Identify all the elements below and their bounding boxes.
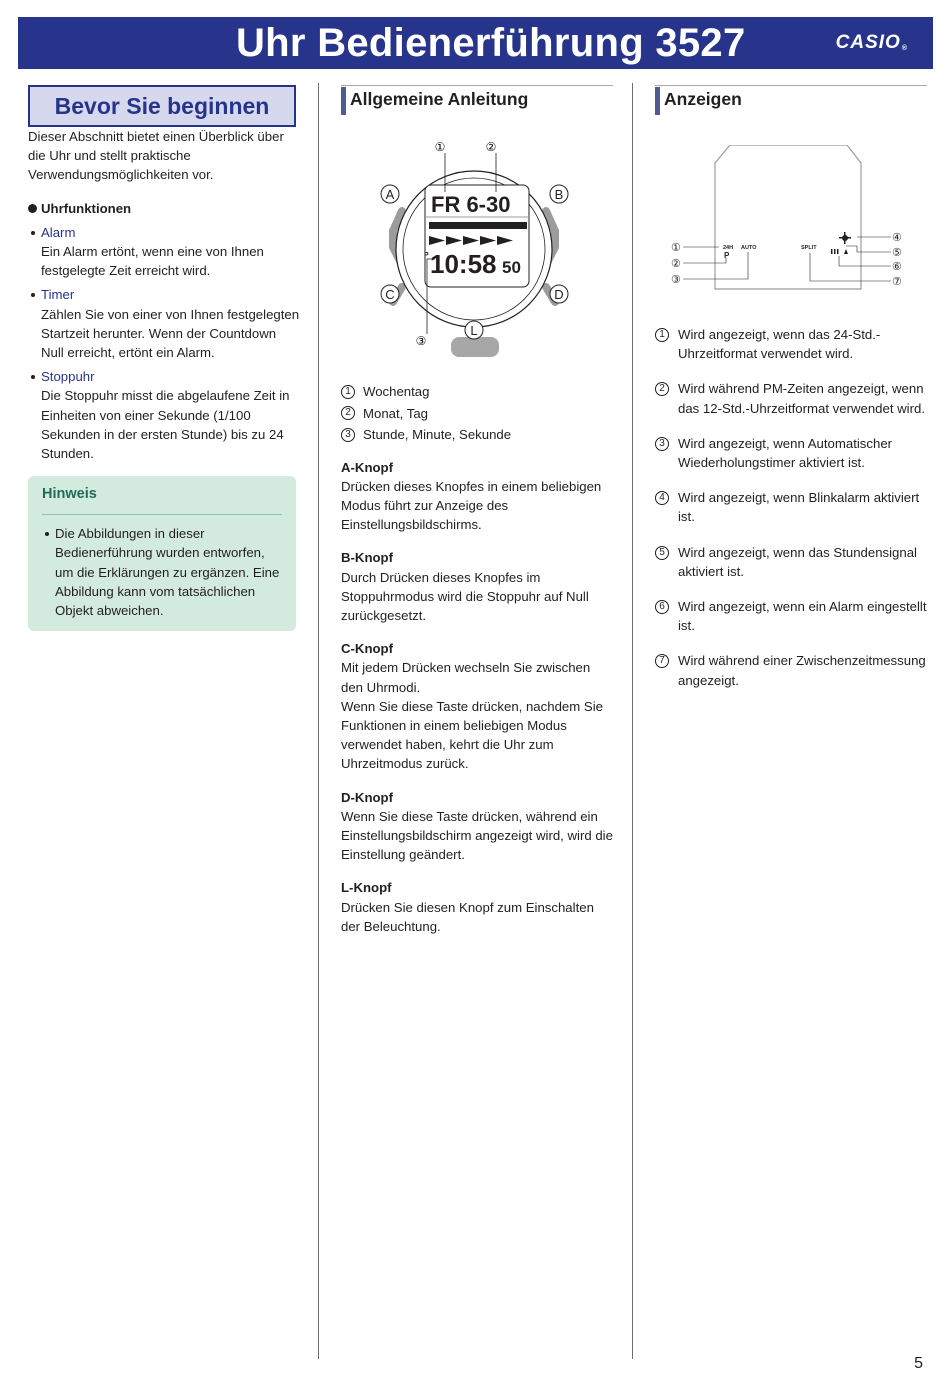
button-d-text: Wenn Sie diese Taste drücken, während ein Einstellungsbildschirm angezeigt wird, wird die Einstellung geändert. — [341, 808, 613, 863]
page-number: 5 — [914, 1355, 923, 1372]
button-a-label: A — [385, 187, 395, 202]
function-timer-link[interactable]: Timer — [28, 285, 300, 304]
svg-text:AUTO: AUTO — [741, 245, 757, 251]
svg-text:④: ④ — [892, 232, 902, 244]
function-stopwatch-link[interactable]: Stoppuhr — [28, 367, 300, 386]
watch-functions-heading: Uhrfunktionen — [28, 199, 300, 218]
button-l-label: L — [470, 323, 478, 338]
button-b-label: B — [554, 187, 564, 202]
svg-text:⑤: ⑤ — [892, 247, 902, 259]
bullet-icon — [45, 532, 49, 536]
indicator-item: 2 Wird während PM-Zeiten angezeigt, wenn das 12-Std.-Uhrzeitformat verwendet wird. — [655, 379, 927, 417]
indicator-item: 1 Wird angezeigt, wenn das 24-Std.-Uhrzeitformat verwendet wird. — [655, 325, 927, 363]
indicator-list — [655, 325, 927, 690]
display-seconds: 50 — [502, 258, 521, 277]
svg-text:②: ② — [485, 140, 497, 154]
indicator-item: 4 Wird angezeigt, wenn Blinkalarm aktiviert ist. — [655, 488, 927, 526]
bullet-icon — [31, 231, 35, 235]
svg-text:P: P — [424, 252, 429, 259]
indicator-item: 7 Wird während einer Zwischenzeitmessung angezeigt. — [655, 651, 927, 689]
watch-front-diagram — [341, 137, 613, 375]
function-timer-desc: Zählen Sie von einer von Ihnen festgelegten Startzeit herunter. Wenn der Countdown Null erreicht, ertönt ein Alarm. — [41, 306, 300, 361]
header-banner — [18, 17, 933, 69]
legend-item: 2 Monat, Tag — [341, 403, 613, 425]
display-date: FR 6-30 — [431, 192, 511, 217]
svg-text:24H: 24H — [723, 245, 734, 251]
column-divider-1 — [318, 83, 319, 1359]
bullet-icon — [31, 375, 35, 379]
svg-text:③: ③ — [671, 274, 681, 286]
hint-text: Die Abbildungen in dieser Bedienerführung wurden entworfen, um die Erklärungen zu ergänzen. Eine Abbildung kann vom tatsächlichen Objekt abweichen. — [42, 524, 282, 620]
button-b-text: Durch Drücken dieses Knopfes im Stoppuhrmodus wird die Stoppuhr auf Null zurückgesetzt. — [341, 569, 589, 623]
column-before-you-start — [28, 85, 300, 631]
button-d-label: D — [554, 287, 564, 302]
figure-legend — [341, 381, 613, 446]
svg-text:P: P — [724, 251, 730, 260]
svg-text:SPLIT: SPLIT — [801, 245, 817, 251]
button-l-text: Drücken Sie diesen Knopf zum Einschalten der Beleuchtung. — [341, 899, 594, 934]
svg-text:③: ③ — [415, 334, 427, 348]
button-d-heading: D-Knopf — [341, 789, 393, 805]
display-indicators-diagram — [655, 145, 927, 295]
svg-text:⑦: ⑦ — [892, 276, 902, 288]
indicator-item: 3 Wird angezeigt, wenn Automatischer Wiederholungstimer aktiviert ist. — [655, 434, 927, 472]
svg-text:①: ① — [434, 140, 446, 154]
button-l-heading: L-Knopf — [341, 880, 392, 896]
hint-box — [28, 476, 296, 631]
function-alarm-desc: Ein Alarm ertönt, wenn eine von Ihnen festgelegte Zeit erreicht wird. — [41, 244, 264, 279]
svg-text:⑥: ⑥ — [892, 261, 902, 273]
button-c-text: Mit jedem Drücken wechseln Sie zwischen den Uhrmodi. — [341, 660, 591, 695]
svg-text:②: ② — [671, 258, 681, 270]
function-stopwatch-desc: Die Stoppuhr misst die abgelaufene Zeit in Einheiten von einer Sekunde (1/100 Sekunden in der ersten Stunde) bis zu 24 Stunden. — [41, 388, 290, 462]
hint-title: Hinweis — [42, 484, 282, 515]
button-a-text: Drücken dieses Knopfes in einem beliebigen Modus führt zur Anzeige des Einstellungsbildschirms. — [341, 478, 602, 533]
indicator-item: 6 Wird angezeigt, wenn ein Alarm eingestellt ist. — [655, 597, 927, 635]
svg-text:①: ① — [671, 242, 681, 254]
section-heading-general-guide: Allgemeine Anleitung — [341, 85, 613, 115]
column-general-guide — [341, 85, 613, 936]
document-title: Uhr Bedienerführung 3527 — [236, 21, 746, 65]
display-time: 10:58 — [430, 249, 497, 279]
button-c-text-2: Wenn Sie diese Taste drücken, nachdem Sie Funktionen in einem beliebigen Modus verwendet haben, kehrt die Uhr zum Uhrzeitmodus zurück. — [341, 698, 603, 772]
button-b-heading: B-Knopf — [341, 550, 393, 566]
button-a-heading: A-Knopf — [341, 459, 393, 475]
section-heading-before-start: Bevor Sie beginnen — [28, 85, 296, 127]
section-heading-indicators: Anzeigen — [655, 85, 927, 115]
bullet-icon — [28, 204, 37, 213]
button-c-label: C — [385, 287, 395, 302]
column-indicators — [655, 85, 927, 706]
intro-text: Dieser Abschnitt bietet einen Überblick über die Uhr und stellt praktische Verwendungsmöglichkeiten vor. — [28, 129, 284, 183]
column-divider-2 — [632, 83, 633, 1359]
legend-item: 1 Wochentag — [341, 381, 613, 403]
bullet-icon — [31, 293, 35, 297]
brand-logo: CASIO® — [835, 32, 908, 53]
legend-item: 3 Stunde, Minute, Sekunde — [341, 424, 613, 446]
function-alarm-link[interactable]: Alarm — [28, 223, 300, 242]
button-c-heading: C-Knopf — [341, 641, 393, 657]
indicator-item: 5 Wird angezeigt, wenn das Stundensignal aktiviert ist. — [655, 543, 927, 581]
